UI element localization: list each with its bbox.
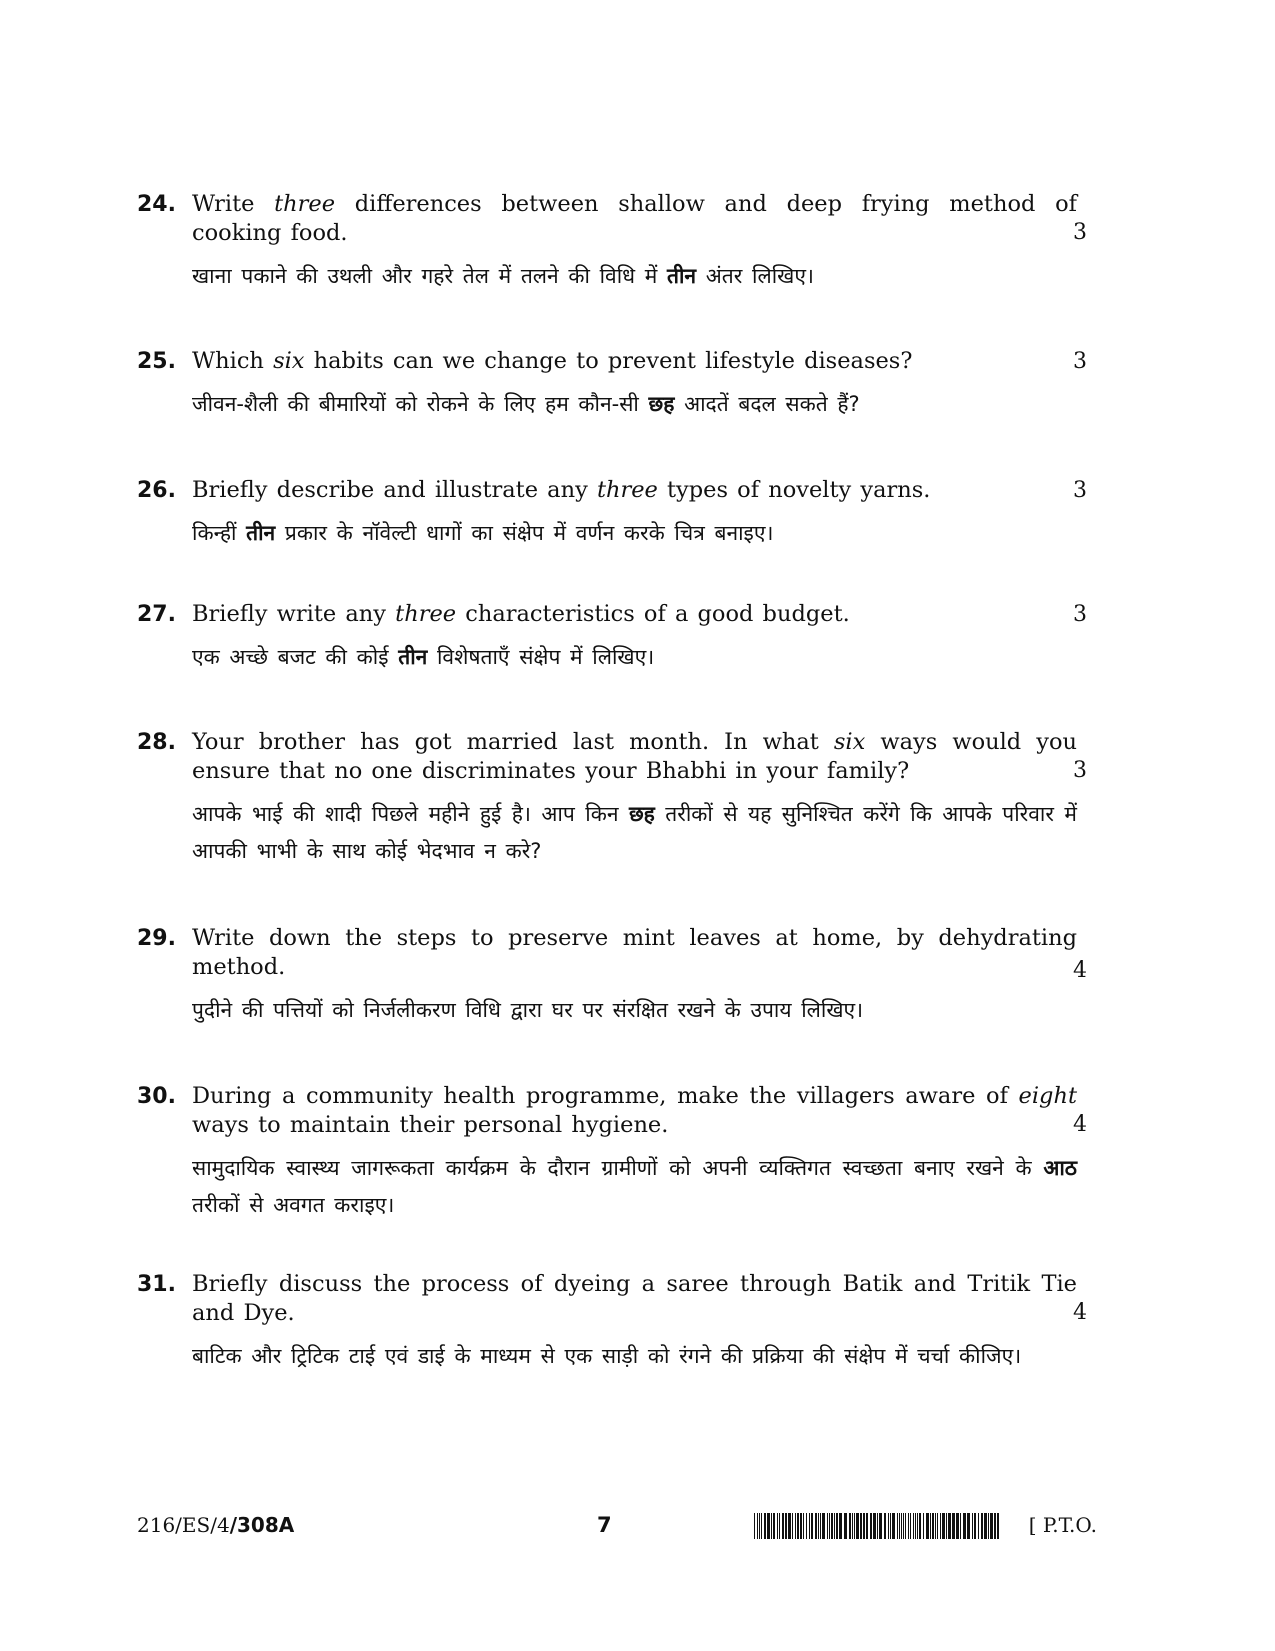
question-number: 24. xyxy=(137,192,176,217)
question-marks: 3 xyxy=(1073,602,1087,627)
emphasis-italic: three xyxy=(395,601,457,627)
question-text-english: During a community health programme, make the villagers aware of eight ways to maintain their personal hygiene. xyxy=(192,1083,1077,1138)
page-number: 7 xyxy=(597,1513,612,1537)
question-text-english: Which six habits can we change to prevent lifestyle diseases? xyxy=(192,348,913,374)
question-body xyxy=(192,600,1077,676)
question-text-hindi: किन्हीं तीन प्रकार के नॉवेल्टी धागों का संक्षेप में वर्णन करके चित्र बनाइए। xyxy=(192,521,774,545)
question-text-hindi: बाटिक और ट्रिटिक टाई एवं डाई के माध्यम से एक साड़ी को रंगने की प्रक्रिया की संक्षेप में चर्चा कीजिए। xyxy=(192,1344,1022,1368)
question-text-english: Briefly discuss the process of dyeing a saree through Batik and Tritik Tie and Dye. xyxy=(192,1271,1077,1326)
question-text-hindi: आपके भाई की शादी पिछले महीने हुई है। आप किन छह तरीकों से यह सुनिश्चित करेंगे कि आपके परिवार में आपकी भाभी के साथ कोई भेदभाव न करे? xyxy=(192,802,1077,863)
question-text-english: Write three differences between shallow and deep frying method of cooking food. xyxy=(192,191,1077,246)
question-body xyxy=(192,1082,1077,1224)
question-number: 30. xyxy=(137,1084,176,1109)
emphasis-bold: तीन xyxy=(398,645,428,669)
barcode xyxy=(754,1513,999,1539)
question-body xyxy=(192,347,1077,423)
emphasis-bold: तीन xyxy=(246,521,276,545)
emphasis-italic: three xyxy=(596,477,658,503)
emphasis-italic: six xyxy=(273,348,305,374)
question-text-hindi: सामुदायिक स्वास्थ्य जागरूकता कार्यक्रम के दौरान ग्रामीणों को अपनी व्यक्तिगत स्वच्छता बनाए रखने के आठ तरीकों से अवगत कराइए। xyxy=(192,1156,1077,1217)
question-marks: 3 xyxy=(1073,220,1087,245)
emphasis-bold: छह xyxy=(648,392,675,416)
question-marks: 4 xyxy=(1073,958,1087,983)
paper-code xyxy=(137,1510,294,1540)
question-body xyxy=(192,924,1077,1029)
question-text-english: Your brother has got married last month. In what six ways would you ensure that no one discriminates your Bhabhi in your family? xyxy=(192,729,1078,784)
emphasis-bold: आठ xyxy=(1043,1156,1077,1180)
emphasis-italic: three xyxy=(274,191,336,217)
question-number: 31. xyxy=(137,1272,176,1297)
paper-code-suffix: /308A xyxy=(229,1513,295,1537)
question-number: 25. xyxy=(137,349,176,374)
question-marks: 4 xyxy=(1073,1300,1087,1325)
paper-code-prefix: 216/ES/4 xyxy=(137,1513,230,1537)
question-marks: 3 xyxy=(1073,758,1087,783)
question-text-hindi: जीवन-शैली की बीमारियों को रोकने के लिए हम कौन-सी छह आदतें बदल सकते हैं? xyxy=(192,392,860,416)
pto-label: [ P.T.O. xyxy=(1028,1513,1097,1537)
emphasis-italic: six xyxy=(833,729,866,755)
question-marks: 3 xyxy=(1073,478,1087,503)
question-body xyxy=(192,190,1077,295)
emphasis-bold: छह xyxy=(628,802,655,826)
question-number: 27. xyxy=(137,602,176,627)
question-text-english: Write down the steps to preserve mint leaves at home, by dehydrating method. xyxy=(192,925,1077,980)
question-text-english: Briefly describe and illustrate any three types of novelty yarns. xyxy=(192,477,931,503)
question-text-english: Briefly write any three characteristics of a good budget. xyxy=(192,601,850,627)
question-body xyxy=(192,1270,1077,1375)
question-number: 28. xyxy=(137,730,176,755)
question-number: 29. xyxy=(137,926,176,951)
question-body xyxy=(192,476,1077,552)
question-text-hindi: पुदीने की पत्तियों को निर्जलीकरण विधि द्वारा घर पर संरक्षित रखने के उपाय लिखिए। xyxy=(192,998,864,1022)
question-marks: 3 xyxy=(1073,349,1087,374)
question-number: 26. xyxy=(137,478,176,503)
question-marks: 4 xyxy=(1073,1112,1087,1137)
emphasis-italic: eight xyxy=(1018,1083,1077,1109)
question-text-hindi: खाना पकाने की उथली और गहरे तेल में तलने की विधि में तीन अंतर लिखिए। xyxy=(192,264,814,288)
emphasis-bold: तीन xyxy=(667,264,697,288)
question-text-hindi: एक अच्छे बजट की कोई तीन विशेषताएँ संक्षेप में लिखिए। xyxy=(192,645,655,669)
question-body xyxy=(192,728,1077,870)
page-footer xyxy=(137,1510,1097,1550)
